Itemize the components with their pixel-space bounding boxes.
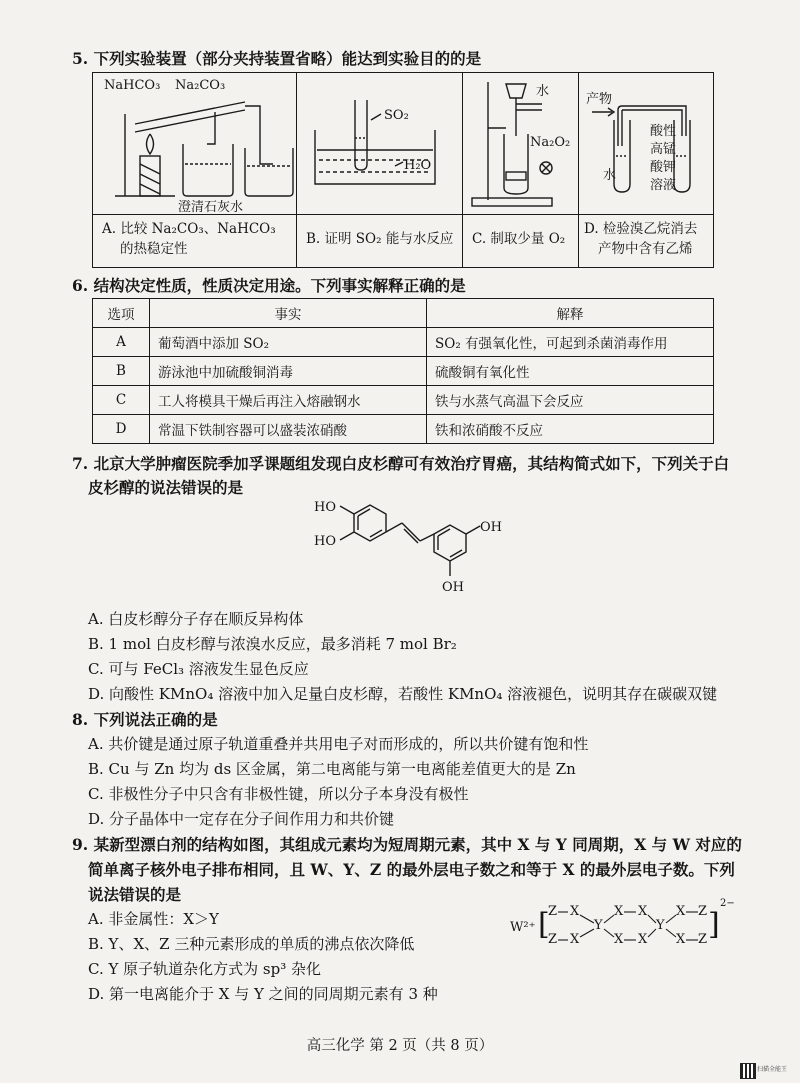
- oh-label-1: HO: [314, 500, 336, 515]
- struct-x1: X: [570, 904, 580, 919]
- panel-d-label-mn: 高锰: [650, 142, 677, 157]
- row-b-option: B: [93, 357, 150, 386]
- col-header-fact: 事实: [150, 299, 427, 328]
- q7-option-c: C. 可与 FeCl₃ 溶液发生显色反应: [88, 660, 309, 678]
- panel-c-caption: C. 制取少量 O₂: [472, 231, 566, 247]
- q7-stem-line1: 7. 北京大学肿瘤医院季加孚课题组发现白皮杉醇可有效治疗胃癌，其结构简式如下，下列关于白: [72, 454, 730, 473]
- table-header-row: [93, 299, 714, 328]
- q9-bleach-structure: [510, 898, 740, 958]
- q8-option-b: B. Cu 与 Zn 均为 ds 区金属，第二电离能与第一电离能差值更大的是 Zn: [88, 760, 576, 778]
- row-d-explanation: 铁和浓硝酸不反应: [427, 415, 714, 444]
- row-b-fact: 游泳池中加硫酸铜消毒: [150, 357, 427, 386]
- struct-x2: X: [570, 932, 580, 947]
- struct-bonds: [510, 898, 740, 958]
- panel-b-label-so2: SO₂: [384, 108, 409, 123]
- row-d-fact: 常温下铁制容器可以盛装浓硝酸: [150, 415, 427, 444]
- q8-stem: 8. 下列说法正确的是: [72, 710, 218, 729]
- q9-option-c: C. Y 原子轨道杂化方式为 sp³ 杂化: [88, 960, 321, 978]
- panel-a-label-limewater: 澄清石灰水: [178, 200, 244, 215]
- q9-option-a: A. 非金属性：X＞Y: [88, 910, 219, 928]
- struct-left-bracket: [: [538, 907, 550, 942]
- table-row: [93, 328, 714, 357]
- panel-a-caption-1: A. 比较 Na₂CO₃、NaHCO₃: [102, 221, 276, 237]
- panel-d-caption-2: 产物中含有乙烯: [598, 241, 693, 257]
- row-a-option: A: [93, 328, 150, 357]
- panel-a-caption-2: 的热稳定性: [120, 241, 188, 257]
- q7-option-b: B. 1 mol 白皮杉醇与浓溴水反应，最多消耗 7 mol Br₂: [88, 635, 457, 653]
- q6-facts-table: [92, 298, 714, 444]
- struct-x3: X: [614, 904, 624, 919]
- panel-d-label-solution: 溶液: [650, 178, 677, 193]
- panel-d-label-k: 酸钾: [650, 160, 677, 175]
- panel-d-caption-1: D. 检验溴乙烷消去: [584, 221, 698, 237]
- struct-x6: X: [638, 932, 648, 947]
- row-c-option: C: [93, 386, 150, 415]
- struct-right-bracket: ]: [708, 907, 720, 942]
- table-row: [93, 357, 714, 386]
- oh-label-4: OH: [442, 580, 464, 595]
- panel-b-apparatus: [305, 80, 455, 200]
- panel-d-label-product: 产物: [586, 92, 613, 107]
- panel-a-apparatus: [95, 74, 295, 212]
- piceatannol-structure: [330, 496, 500, 596]
- panel-d-label-water: 水: [603, 168, 617, 183]
- struct-z4: Z: [698, 932, 708, 947]
- oh-label-3: OH: [480, 520, 502, 535]
- struct-x5: X: [614, 932, 624, 947]
- row-c-explanation: 铁与水蒸气高温下会反应: [427, 386, 714, 415]
- struct-x8: X: [676, 932, 686, 947]
- q9-option-b: B. Y、X、Z 三种元素形成的单质的沸点依次降低: [88, 935, 415, 953]
- table-row: [93, 386, 714, 415]
- scanner-watermark: 扫描全能王: [757, 1066, 788, 1073]
- panel-d-label-acid: 酸性: [650, 124, 677, 139]
- q9-stem-line3: 说法错误的是: [88, 885, 182, 904]
- q8-option-a: A. 共价键是通过原子轨道重叠并共用电子对而形成的，所以共价键有饱和性: [88, 735, 589, 753]
- q7-option-a: A. 白皮杉醇分子存在顺反异构体: [88, 610, 304, 628]
- q8-option-c: C. 非极性分子中只含有非极性键，所以分子本身没有极性: [88, 785, 469, 803]
- qr-code-icon: [740, 1063, 756, 1079]
- q9-stem-line2: 简单离子核外电子排布相同，且 W、Y、Z 的最外层电子数之和等于 X 的最外层电子数。下列: [88, 860, 735, 879]
- struct-x7: X: [676, 904, 686, 919]
- q6-stem: 6. 结构决定性质，性质决定用途。下列事实解释正确的是: [72, 276, 466, 295]
- panel-b-caption: B. 证明 SO₂ 能与水反应: [306, 231, 454, 247]
- struct-w: W²⁺: [510, 920, 536, 935]
- struct-y1: Y: [594, 918, 603, 933]
- row-a-fact: 葡萄酒中添加 SO₂: [150, 328, 427, 357]
- row-c-fact: 工人将模具干燥后再注入熔融钢水: [150, 386, 427, 415]
- q7-stem-line2: 皮杉醇的说法错误的是: [88, 478, 244, 497]
- col-header-explanation: 解释: [427, 299, 714, 328]
- q8-option-d: D. 分子晶体中一定存在分子间作用力和共价键: [88, 810, 395, 828]
- row-a-explanation: SO₂ 有强氧化性，可起到杀菌消毒作用: [427, 328, 714, 357]
- table-row: [93, 415, 714, 444]
- struct-x4: X: [638, 904, 648, 919]
- page-footer: 高三化学 第 2 页（共 8 页）: [306, 1038, 494, 1054]
- oh-label-2: HO: [314, 534, 336, 549]
- col-header-option: 选项: [93, 299, 150, 328]
- struct-charge: 2−: [720, 898, 735, 909]
- struct-z1: Z: [548, 904, 558, 919]
- panel-a-label-na2co3: Na₂CO₃: [175, 78, 226, 93]
- row-b-explanation: 硫酸铜有氧化性: [427, 357, 714, 386]
- row-d-option: D: [93, 415, 150, 444]
- panel-c-label-water: 水: [536, 84, 550, 99]
- panel-c-label-na2o2: Na₂O₂: [530, 135, 571, 150]
- struct-z2: Z: [548, 932, 558, 947]
- panel-b-label-h2o: H₂O: [404, 158, 432, 173]
- struct-y2: Y: [656, 918, 665, 933]
- panel-a-label-nahco3: NaHCO₃: [104, 78, 161, 93]
- q9-option-d: D. 第一电离能介于 X 与 Y 之间的同周期元素有 3 种: [88, 985, 438, 1003]
- struct-z3: Z: [698, 904, 708, 919]
- q9-stem-line1: 9. 某新型漂白剂的结构如图，其组成元素均为短周期元素，其中 X 与 Y 同周期，X 与 W 对应的: [72, 835, 742, 854]
- q5-stem: 5. 下列实验装置（部分夹持装置省略）能达到实验目的的是: [72, 49, 482, 68]
- q7-option-d: D. 向酸性 KMnO₄ 溶液中加入足量白皮杉醇，若酸性 KMnO₄ 溶液褪色，说明其存在碳碳双键: [88, 685, 718, 703]
